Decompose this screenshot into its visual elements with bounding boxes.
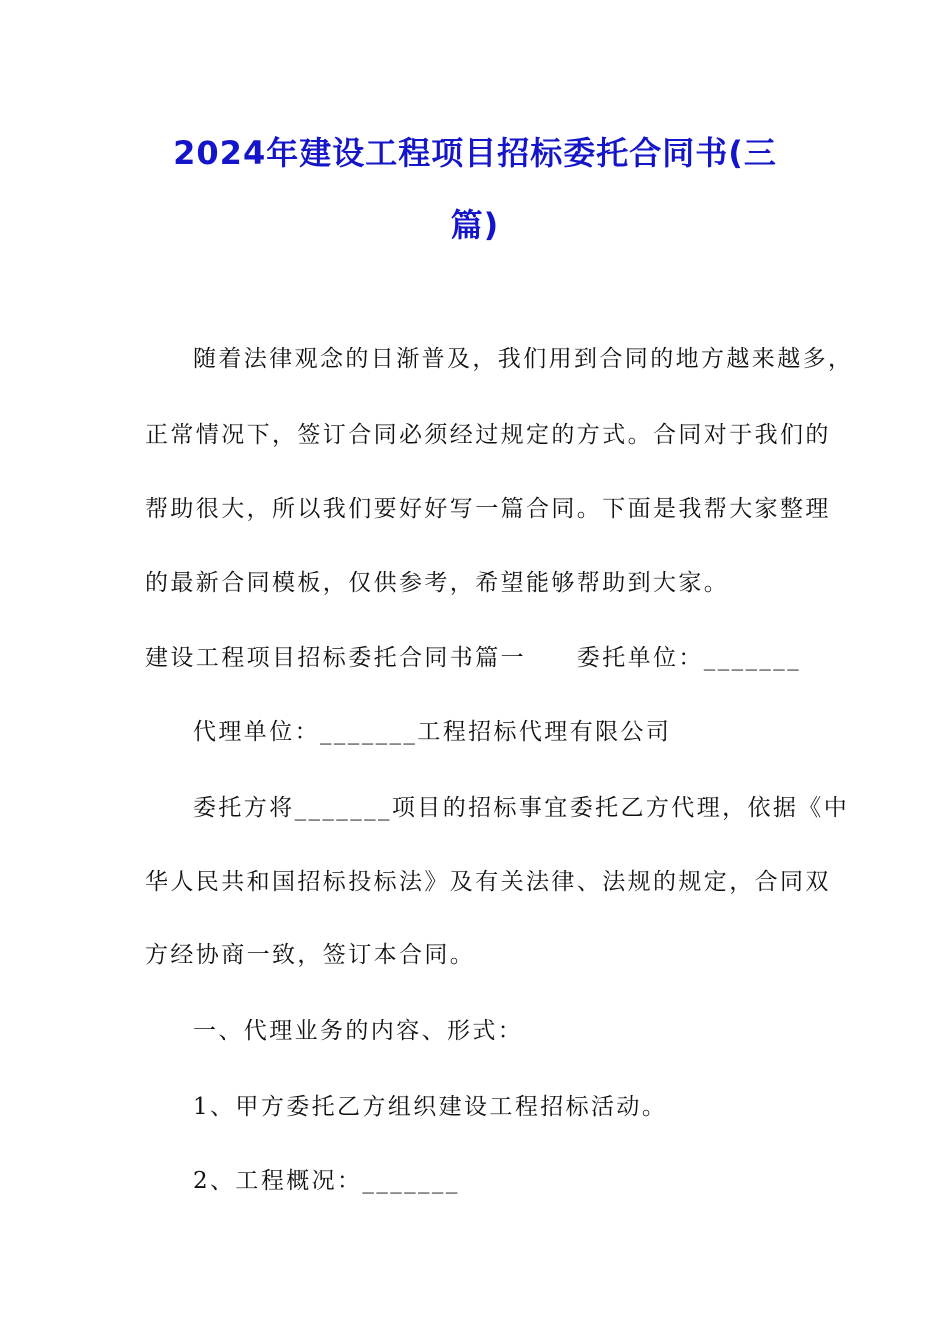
- section-heading-line: 建设工程项目招标委托合同书篇一 委托单位：_______: [145, 645, 802, 671]
- list-heading: 一、代理业务的内容、形式：: [193, 1018, 524, 1044]
- document-title-line-2: 篇): [450, 206, 500, 244]
- list-item: 1、甲方委托乙方组织建设工程招标活动。: [193, 1094, 668, 1120]
- paragraph-line: 方经协商一致，签订本合同。: [145, 942, 476, 968]
- paragraph-line: 随着法律观念的日渐普及，我们用到合同的地方越来越多，: [193, 346, 854, 372]
- paragraph-line: 华人民共和国招标投标法》及有关法律、法规的规定，合同双: [145, 869, 831, 895]
- paragraph-line: 代理单位：_______工程招标代理有限公司: [193, 719, 672, 745]
- paragraph-line: 委托方将_______项目的招标事宜委托乙方代理，依据《中: [193, 795, 850, 821]
- paragraph-line: 帮助很大，所以我们要好好写一篇合同。下面是我帮大家整理: [145, 496, 831, 522]
- paragraph-line: 的最新合同模板，仅供参考，希望能够帮助到大家。: [145, 570, 730, 596]
- list-item: 2、工程概况：_______: [193, 1168, 460, 1194]
- document-title-line-1: 2024年建设工程项目招标委托合同书(三: [173, 134, 777, 172]
- paragraph-line: 正常情况下，签订合同必须经过规定的方式。合同对于我们的: [145, 422, 831, 448]
